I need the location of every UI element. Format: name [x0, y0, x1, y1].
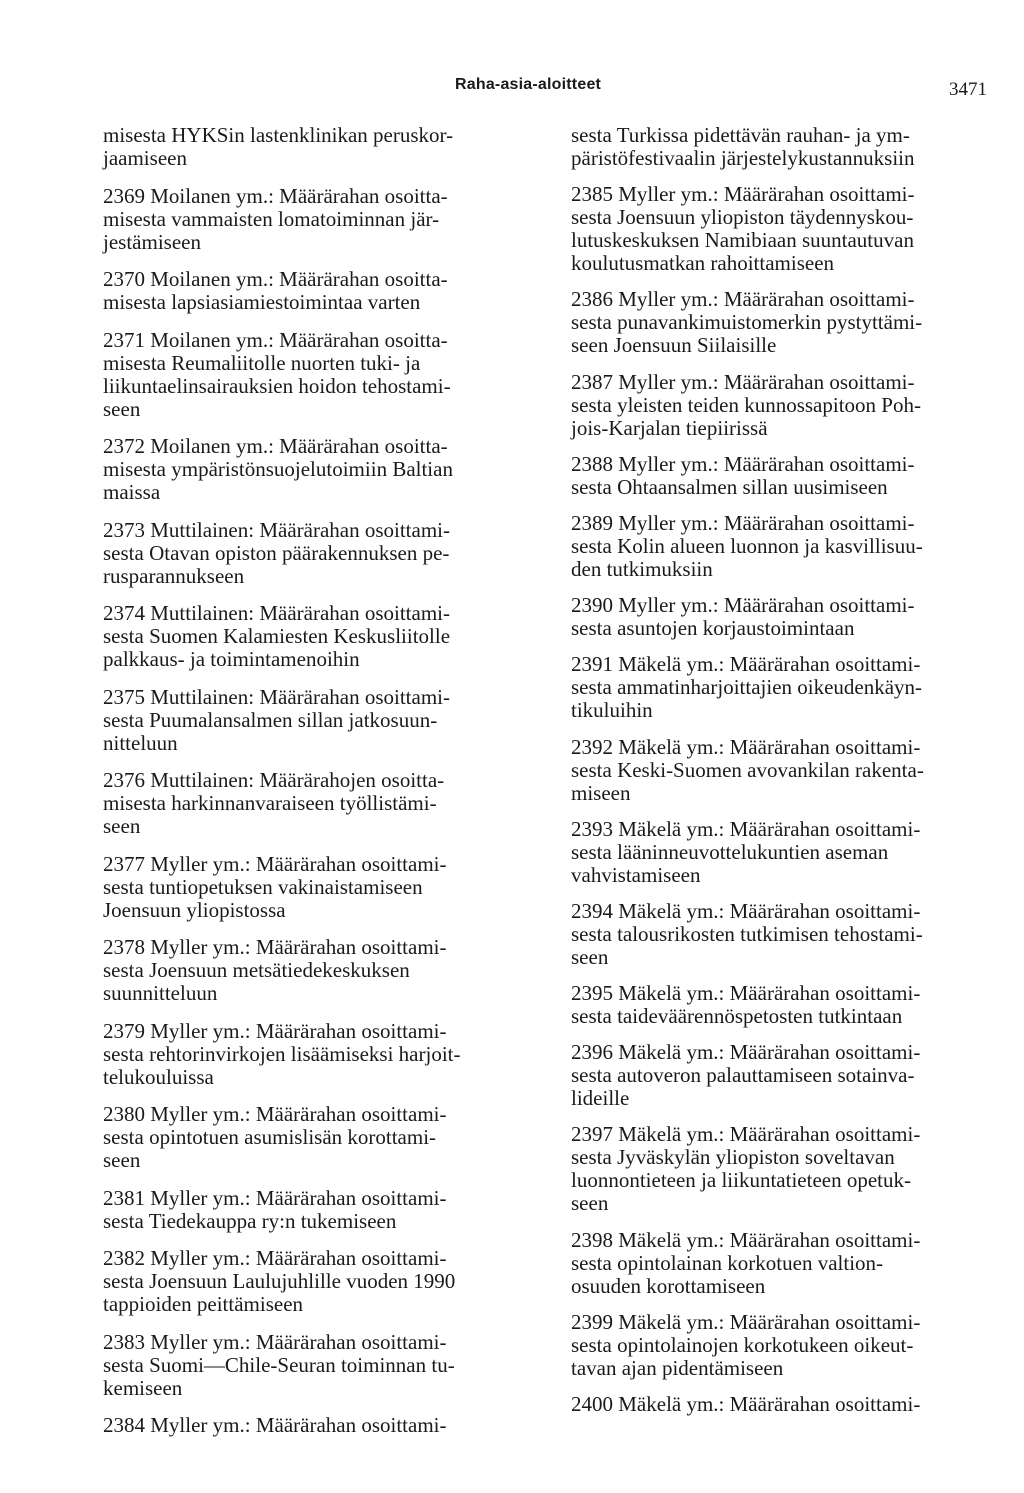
text-line: päristöfestivaalin järjestelykustannuksiin	[571, 146, 915, 170]
motion-entry	[571, 183, 983, 275]
motion-entry	[571, 1393, 983, 1416]
text-line: 2396 Mäkelä ym.: Määrärahan osoittami-	[571, 1040, 921, 1065]
left-column	[103, 124, 517, 1452]
text-line: tavan ajan pidentämiseen	[571, 1355, 784, 1380]
text-line: 2399 Mäkelä ym.: Määrärahan osoittami-	[571, 1309, 921, 1334]
motion-entry	[571, 371, 983, 440]
text-line: palkkaus- ja toimintamenoihin	[103, 647, 360, 671]
motion-entry	[571, 900, 983, 969]
text-line: lutuskeskuksen Namibiaan suuntautuvan	[571, 228, 914, 253]
text-line: koulutusmatkan rahoittamiseen	[571, 251, 835, 276]
text-line: misesta HYKSin lastenklinikan peruskor-	[103, 123, 454, 147]
text-line: 2393 Mäkelä ym.: Määrärahan osoittami-	[571, 816, 921, 841]
motion-entry	[571, 653, 983, 722]
motion-entry	[103, 1414, 517, 1437]
text-line: sesta lääninneuvottelukuntien aseman	[571, 839, 889, 864]
text-line: sesta ammatinharjoittajien oikeudenkäyn-	[571, 675, 923, 700]
text-line: 2377 Myller ym.: Määrärahan osoittami-	[103, 851, 447, 876]
text-line: seen	[103, 396, 141, 421]
text-line: sesta Joensuun Laulujuhlille vuoden 1990	[103, 1269, 456, 1293]
motion-entry	[571, 1041, 983, 1110]
text-line: nitteluun	[103, 730, 178, 755]
text-line: sesta Puumalansalmen sillan jatkosuun-	[103, 707, 438, 732]
text-line: sesta Jyväskylän yliopiston soveltavan	[571, 1145, 895, 1170]
text-line: 2383 Myller ym.: Määrärahan osoittami-	[103, 1329, 447, 1354]
motion-entry	[571, 982, 983, 1028]
text-line: 2375 Muttilainen: Määrärahan osoittami-	[103, 684, 450, 709]
text-line: miseen	[571, 780, 631, 805]
text-line: sesta autoveron palauttamiseen sotainva-	[571, 1063, 915, 1088]
text-line: osuuden korottamiseen	[571, 1273, 766, 1298]
text-line: seen	[103, 814, 141, 838]
text-line: sesta opintolainojen korkotukeen oikeut-	[571, 1332, 914, 1357]
motion-entry	[103, 268, 517, 314]
page-number: 3471	[949, 79, 987, 100]
text-line: lideille	[571, 1086, 630, 1111]
text-line: 2372 Moilanen ym.: Määrärahan osoitta-	[103, 434, 448, 458]
text-line: 2384 Myller ym.: Määrärahan osoittami-	[103, 1413, 447, 1437]
text-line: sesta Kolin alueen luonnon ja kasvillisuu-	[571, 533, 923, 558]
motion-entry	[103, 686, 517, 755]
running-header	[0, 76, 1024, 102]
right-column	[571, 124, 983, 1429]
motion-entry	[103, 602, 517, 671]
text-line: 2379 Myller ym.: Määrärahan osoittami-	[103, 1018, 447, 1043]
text-line: liikuntaelinsairauksien hoidon tehostami-	[103, 373, 451, 398]
text-line: 2381 Myller ym.: Määrärahan osoittami-	[103, 1185, 447, 1210]
motion-entry	[571, 124, 983, 170]
text-line: tappioiden peittämiseen	[103, 1292, 304, 1316]
text-line: den tutkimuksiin	[571, 556, 713, 581]
text-line: sesta yleisten teiden kunnossapitoon Poh-	[571, 392, 921, 417]
text-line: vahvistamiseen	[571, 862, 701, 887]
text-line: misesta harkinnanvaraiseen työllistämi-	[103, 791, 437, 815]
text-line: 2382 Myller ym.: Määrärahan osoittami-	[103, 1246, 447, 1270]
motion-entry	[571, 736, 983, 805]
text-line: sesta Suomi—Chile-Seuran toiminnan tu-	[103, 1352, 455, 1377]
motion-entry	[571, 1311, 983, 1380]
motion-entry	[571, 453, 983, 499]
text-line: sesta tuntiopetuksen vakinaistamiseen	[103, 874, 423, 899]
text-line: 2387 Myller ym.: Määrärahan osoittami-	[571, 369, 915, 394]
text-line: 2373 Muttilainen: Määrärahan osoittami-	[103, 517, 450, 542]
text-line: sesta Ohtaansalmen sillan uusimiseen	[571, 474, 888, 499]
text-line: jois-Karjalan tiepiirissä	[571, 415, 768, 440]
text-line: 2398 Mäkelä ym.: Määrärahan osoittami-	[571, 1227, 921, 1252]
text-line: sesta Joensuun metsätiedekeskuksen	[103, 958, 410, 982]
text-line: misesta vammaisten lomatoiminnan jär-	[103, 206, 440, 231]
text-line: sesta Keski-Suomen avovankilan rakenta-	[571, 757, 924, 782]
motion-entry	[103, 329, 517, 421]
text-line: maissa	[103, 480, 161, 504]
text-line: sesta Otavan opiston päärakennuksen pe-	[103, 540, 450, 565]
text-line: Joensuun yliopistossa	[103, 897, 286, 922]
motion-entry	[103, 124, 517, 170]
text-line: 2385 Myller ym.: Määrärahan osoittami-	[571, 182, 915, 207]
text-line: kemiseen	[103, 1375, 183, 1400]
text-line: 2388 Myller ym.: Määrärahan osoittami-	[571, 451, 915, 476]
text-line: misesta ympäristönsuojelutoimiin Baltian	[103, 457, 453, 481]
text-line: seen	[571, 1191, 609, 1216]
motion-entry	[103, 936, 517, 1005]
motion-entry	[571, 512, 983, 581]
text-line: sesta Suomen Kalamiesten Keskusliitolle	[103, 624, 451, 648]
text-line: 2389 Myller ym.: Määrärahan osoittami-	[571, 510, 915, 535]
text-line: sesta asuntojen korjaustoimintaan	[571, 616, 855, 641]
page-title: Raha-asia-aloitteet	[455, 76, 602, 93]
motion-entry	[103, 1331, 517, 1400]
motion-entry	[103, 1187, 517, 1233]
motion-entry	[571, 818, 983, 887]
text-line: 2394 Mäkelä ym.: Määrärahan osoittami-	[571, 898, 921, 923]
text-line: sesta Tiedekauppa ry:n tukemiseen	[103, 1208, 397, 1233]
text-line: 2380 Myller ym.: Määrärahan osoittami-	[103, 1102, 447, 1126]
text-line: 2392 Mäkelä ym.: Määrärahan osoittami-	[571, 734, 921, 759]
text-line: 2369 Moilanen ym.: Määrärahan osoitta-	[103, 183, 448, 208]
text-line: luonnontieteen ja liikuntatieteen opetuk-	[571, 1168, 911, 1193]
text-line: 2374 Muttilainen: Määrärahan osoittami-	[103, 601, 450, 625]
text-line: seen Joensuun Siilaisille	[571, 333, 777, 358]
text-line: 2371 Moilanen ym.: Määrärahan osoitta-	[103, 327, 448, 352]
text-line: 2395 Mäkelä ym.: Määrärahan osoittami-	[571, 981, 921, 1006]
text-line: sesta opintolainan korkotuen valtion-	[571, 1250, 884, 1275]
motion-entry	[571, 594, 983, 640]
motion-entry	[103, 1103, 517, 1172]
motion-entry	[571, 1123, 983, 1215]
text-line: sesta opintotuen asumislisän korottami-	[103, 1125, 437, 1149]
text-line: 2391 Mäkelä ym.: Määrärahan osoittami-	[571, 652, 921, 677]
motion-entry	[571, 1229, 983, 1298]
text-line: jestämiseen	[103, 229, 201, 254]
motion-entry	[571, 288, 983, 357]
text-line: 2376 Muttilainen: Määrärahojen osoitta-	[103, 768, 445, 792]
text-line: sesta Joensuun yliopiston täydennyskou-	[571, 205, 914, 230]
motion-entry	[103, 435, 517, 504]
motion-entry	[103, 769, 517, 838]
text-line: telukouluissa	[103, 1064, 214, 1089]
text-line: seen	[571, 944, 609, 969]
motion-entry	[103, 1247, 517, 1316]
text-line: misesta Reumaliitolle nuorten tuki- ja	[103, 350, 421, 375]
text-line: sesta rehtorinvirkojen lisäämiseksi harjoit-	[103, 1041, 461, 1066]
text-line: tikuluihin	[571, 698, 653, 723]
motion-entry	[103, 853, 517, 922]
text-line: 2370 Moilanen ym.: Määrärahan osoitta-	[103, 267, 448, 291]
text-line: 2400 Mäkelä ym.: Määrärahan osoittami-	[571, 1392, 921, 1416]
text-line: sesta talousrikosten tutkimisen tehostami-	[571, 921, 923, 946]
motion-entry	[103, 519, 517, 588]
motion-entry	[103, 1020, 517, 1089]
text-line: sesta Turkissa pidettävän rauhan- ja ym-	[571, 123, 910, 147]
text-line: rusparannukseen	[103, 563, 245, 588]
text-line: suunnitteluun	[103, 981, 218, 1005]
text-line: seen	[103, 1148, 141, 1172]
text-line: 2386 Myller ym.: Määrärahan osoittami-	[571, 287, 915, 312]
motion-entry	[103, 185, 517, 254]
text-line: 2378 Myller ym.: Määrärahan osoittami-	[103, 935, 447, 959]
text-line: misesta lapsiasiamiestoimintaa varten	[103, 290, 421, 314]
text-line: 2390 Myller ym.: Määrärahan osoittami-	[571, 593, 915, 618]
text-line: sesta punavankimuistomerkin pystyttämi-	[571, 310, 923, 335]
text-line: 2397 Mäkelä ym.: Määrärahan osoittami-	[571, 1122, 921, 1147]
text-line: sesta taideväärennöspetosten tutkintaan	[571, 1004, 903, 1029]
text-line: jaamiseen	[103, 146, 187, 170]
